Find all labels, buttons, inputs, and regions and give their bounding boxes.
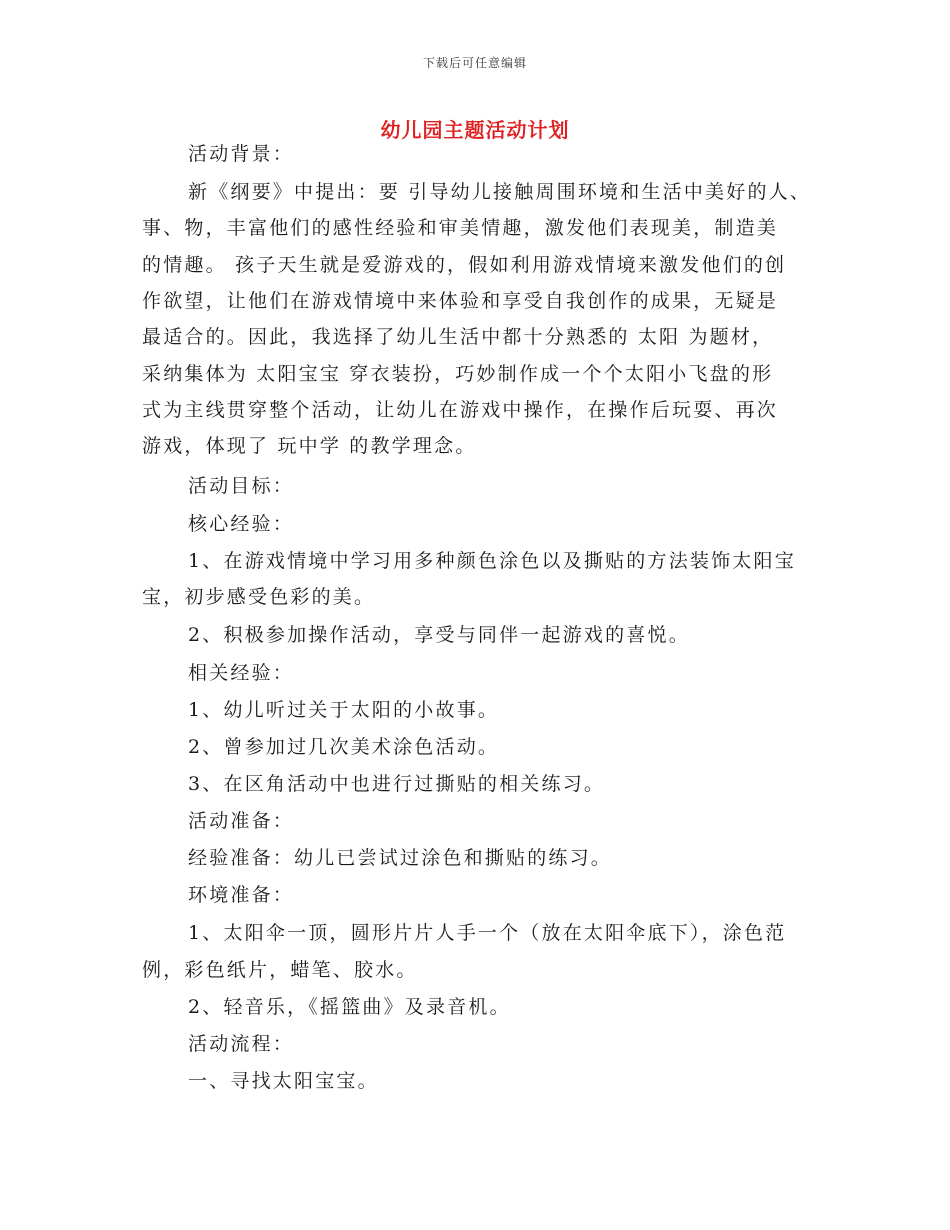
paragraph-line: 作欲望，让他们在游戏情境中来体验和享受自我创作的成果，无疑是 [142, 290, 779, 312]
paragraph-line: 采纳集体为 太阳宝宝 穿衣装扮，巧妙制作成一个个太阳小飞盘的形 [142, 363, 774, 385]
paragraph-line: 游戏，体现了 玩中学 的教学理念。 [142, 435, 477, 457]
paragraph-line: 活动准备： [188, 810, 295, 832]
page-title: 幼儿园主题活动计划 [380, 118, 570, 142]
paragraph-line: 2、轻音乐，《摇篮曲》及录音机。 [188, 996, 511, 1018]
paragraph-line: 活动流程： [188, 1033, 295, 1055]
paragraph-line: 环境准备： [188, 884, 295, 906]
paragraph-line: 宝，初步感受色彩的美。 [142, 586, 376, 608]
paragraph-line: 相关经验： [188, 662, 295, 684]
paragraph-line: 1、幼儿听过关于太阳的小故事。 [188, 699, 500, 721]
paragraph-line: 一、寻找太阳宝宝。 [188, 1070, 379, 1092]
paragraph-line: 最适合的。因此，我选择了幼儿生活中都十分熟悉的 太阳 为题材， [142, 326, 774, 348]
paragraph-line: 3、在区角活动中也进行过撕贴的相关练习。 [188, 773, 606, 795]
paragraph-line: 核心经验： [188, 513, 295, 535]
header-note: 下载后可任意编辑 [422, 56, 527, 70]
paragraph-line: 1、在游戏情境中学习用多种颜色涂色以及撕贴的方法装饰太阳宝 [188, 550, 796, 572]
paragraph-line: 2、曾参加过几次美术涂色活动。 [188, 736, 500, 758]
paragraph-line: 事、物，丰富他们的感性经验和审美情趣，激发他们表现美，制造美 [142, 217, 779, 239]
paragraph-line: 活动目标： [188, 475, 295, 497]
paragraph-line: 式为主线贯穿整个活动，让幼儿在游戏中操作，在操作后玩耍、再次 [142, 399, 779, 421]
paragraph-line: 活动背景： [188, 143, 295, 165]
paragraph-line: 新《纲要》中提出：要 引导幼儿接触周围环境和生活中美好的人、 [188, 181, 812, 203]
paragraph-line: 2、积极参加操作活动，享受与同伴一起游戏的喜悦。 [188, 624, 690, 646]
paragraph-line: 经验准备：幼儿已尝试过涂色和撕贴的练习。 [188, 847, 613, 869]
paragraph-line: 例，彩色纸片，蜡笔、胶水。 [142, 959, 418, 981]
paragraph-line: 的情趣。 孩子天生就是爱游戏的，假如利用游戏情境来激发他们的创 [142, 254, 787, 276]
paragraph-line: 1、太阳伞一顶，圆形片片人手一个（放在太阳伞底下），涂色范 [188, 922, 787, 944]
